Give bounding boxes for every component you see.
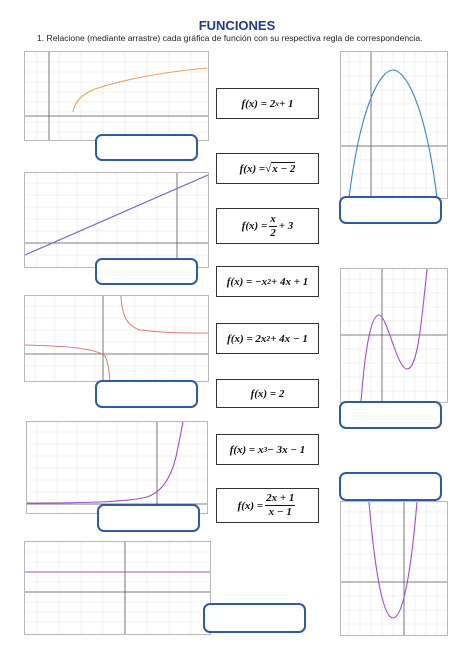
- formula-text: f(x) =: [237, 499, 264, 512]
- formula-text: f(x) = 2: [250, 387, 285, 400]
- formula-card-3[interactable]: [216, 208, 319, 244]
- formula-text: f(x) =: [241, 220, 268, 232]
- graph-parabola-down: [340, 51, 448, 199]
- formula-radicand: x − 2: [272, 163, 296, 175]
- formula-card-1[interactable]: [216, 88, 319, 119]
- page-title: FUNCIONES: [198, 18, 276, 33]
- graph-cubic: [340, 268, 448, 403]
- graph-parabola-up: [340, 501, 448, 636]
- graph-sqrt: [24, 51, 209, 141]
- graph-constant: [24, 541, 211, 635]
- formula-card-5[interactable]: [216, 323, 319, 354]
- answer-drop-box-5[interactable]: [339, 401, 442, 429]
- formula-text: + 4x + 1: [270, 275, 309, 288]
- fraction-denominator: x − 1: [268, 506, 292, 518]
- answer-drop-box-7[interactable]: [339, 472, 442, 501]
- formula-text: f(x) = x: [229, 443, 264, 456]
- fraction-numerator: 2x + 1: [266, 492, 295, 504]
- formula-card-8[interactable]: [216, 488, 319, 523]
- formula-text: f(x) = 2x: [227, 332, 267, 345]
- formula-text: f(x) = −x: [226, 275, 268, 288]
- graph-line: [24, 172, 209, 268]
- formula-text: − 3x − 1: [267, 443, 306, 456]
- formula-card-2[interactable]: [216, 153, 319, 184]
- formula-card-6[interactable]: [216, 379, 319, 408]
- formula-sup: 2: [266, 334, 271, 343]
- answer-drop-box-3[interactable]: [95, 258, 198, 285]
- formula-card-4[interactable]: [216, 266, 319, 297]
- fraction: [265, 493, 295, 518]
- answer-drop-box-4[interactable]: [95, 380, 198, 408]
- graph-exponential: [26, 421, 208, 514]
- formula-text: + 1: [278, 97, 294, 110]
- formula-sup: 3: [263, 445, 268, 454]
- answer-drop-box-1[interactable]: [95, 134, 198, 161]
- formula-text: f(x) = 2: [241, 97, 276, 110]
- formula-text: f(x) =: [239, 162, 266, 175]
- fraction-numerator: x: [270, 212, 276, 225]
- formula-text: + 3: [278, 220, 294, 232]
- formula-sup: 2: [267, 277, 271, 286]
- formula-card-7[interactable]: [216, 434, 319, 465]
- answer-drop-box-2[interactable]: [339, 196, 442, 224]
- answer-drop-box-8[interactable]: [203, 603, 306, 633]
- fraction: [269, 214, 277, 239]
- fraction-denominator: 2: [270, 226, 276, 239]
- graph-rational: [24, 295, 209, 382]
- instruction-text: 1. Relacione (mediante arrastre) cada gráfica de función con su respectiva regla de correspondencia.: [37, 33, 423, 43]
- sqrt-symbol: √: [265, 162, 272, 175]
- formula-text: + 4x − 1: [270, 332, 308, 345]
- answer-drop-box-6[interactable]: [97, 504, 200, 532]
- formula-sup: x: [275, 99, 279, 108]
